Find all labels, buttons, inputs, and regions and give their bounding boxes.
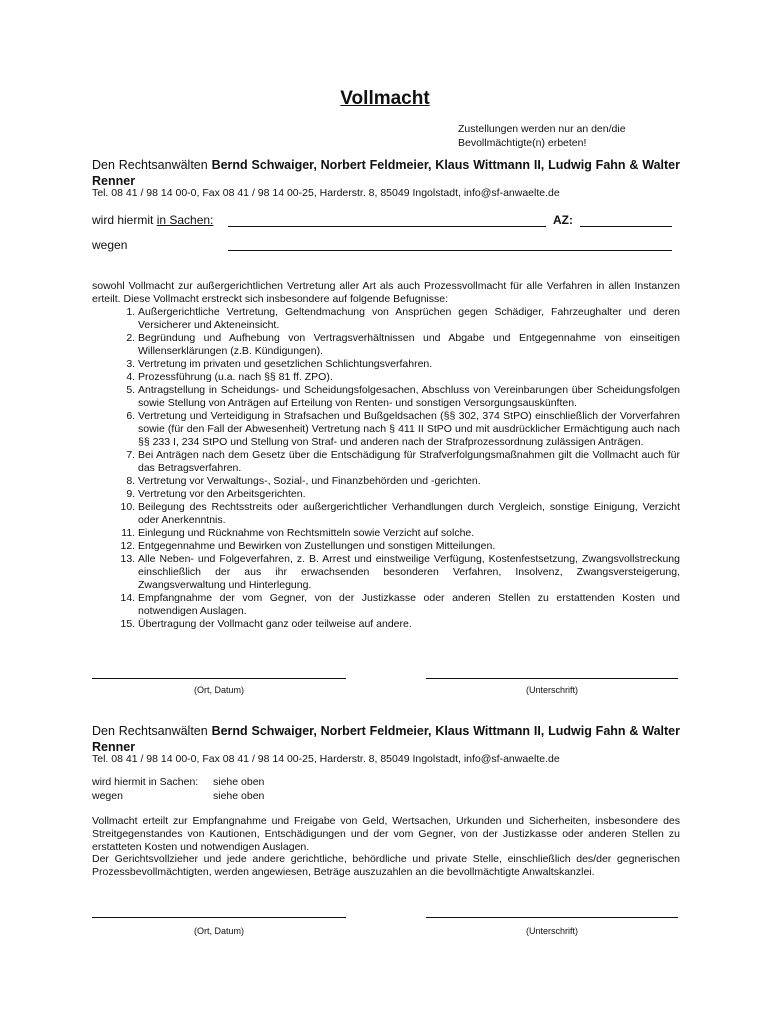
firm-prefix: Den Rechtsanwälten	[92, 724, 208, 738]
matter-input-line[interactable]	[228, 226, 546, 227]
power-item: 1. Außergerichtliche Vertretung, Geltendmachung von Ansprüchen gegen Schädiger, Fahrzeughalter und deren Versicherer und Akteneinsicht.	[138, 306, 680, 332]
power-item: 8. Vertretung vor Verwaltungs-, Sozial-, und Finanzbehörden und -gerichten.	[138, 475, 680, 488]
matter-label-prefix: wird hiermit	[92, 213, 157, 227]
delivery-notice: Zustellungen werden nur an den/die Bevollmächtigte(n) erbeten!	[458, 123, 626, 149]
signature-caption: (Unterschrift)	[525, 685, 578, 695]
firm-prefix: Den Rechtsanwälten	[92, 158, 208, 172]
power-item: 7. Bei Anträgen nach dem Gesetz über die Entschädigung für Strafverfolgungsmaßnahmen gilt die Vollmacht auch für das Betragsverfahren.	[138, 449, 680, 475]
signature-caption-second: (Unterschrift)	[525, 926, 578, 936]
powers-list	[92, 306, 680, 631]
power-item: 6. Vertretung und Verteidigung in Strafsachen und Bußgeldsachen (§§ 302, 374 StPO) einschließlich der Vorverfahren sowie (für den Fall der Abwesenheit) Vertretung nach § 411 II StPO und mit ausdrücklicher Ermächtigung auch nach §§ 233 I, 234 StPO und Stellung von Straf- und anderen nach der Strafprozessordnung zulässigen Anträgen.	[138, 410, 680, 449]
power-item: 3. Vertretung im privaten und gesetzlichen Schlichtungsverfahren.	[138, 358, 680, 371]
power-item: 2. Begründung und Aufhebung von Vertragsverhältnissen und Abgabe und Entgegennahme von einseitigen Willenserklärungen (z.B. Kündigungen).	[138, 332, 680, 358]
firm-contact: Tel. 08 41 / 98 14 00-0, Fax 08 41 / 98 14 00-25, Harderstr. 8, 85049 Ingolstadt, info@sf-anwaelte.de	[92, 187, 560, 199]
place-date-line[interactable]	[92, 678, 346, 679]
az-label: AZ:	[553, 213, 573, 227]
power-item: 12. Entgegennahme und Bewirken von Zustellungen und sonstigen Mitteilungen.	[138, 540, 680, 553]
power-item: 15. Übertragung der Vollmacht ganz oder teilweise auf andere.	[138, 618, 680, 631]
signature-line[interactable]	[426, 678, 678, 679]
az-input-line[interactable]	[580, 226, 672, 227]
firm-header-second	[92, 723, 680, 755]
matter-label	[92, 213, 213, 227]
firm-header	[92, 157, 680, 189]
wegen-input-line[interactable]	[228, 250, 672, 251]
signature-line-second[interactable]	[426, 917, 678, 918]
firm-names: Bernd Schwaiger, Norbert Feldmeier, Klaus Wittmann II, Ludwig Fahn & Walter Renner	[92, 158, 680, 188]
power-item: 13. Alle Neben- und Folgeverfahren, z. B. Arrest und einstweilige Verfügung, Kostenfestsetzung, Zwangsvollstreckung einschließlich der aus ihr erwachsenden besonderen Verfahren, Insolvenz, Zwangsversteigerung, Zwangsverwaltung und Hinterlegung.	[138, 553, 680, 592]
payment-instruction-paragraph: Der Gerichtsvollzieher und jede andere gerichtliche, behördliche und private Stelle, einschließlich des/der gegnerischen Prozessbevollmächtigten, werden angewiesen, Beträge auszuzahlen an die bevollmächtigte Anwaltskanzlei.	[92, 853, 680, 878]
power-item: 14. Empfangnahme der vom Gegner, von der Justizkasse oder anderen Stellen zu erstattenden Kosten und notwendigen Auslagen.	[138, 592, 680, 618]
power-item: 11. Einlegung und Rücknahme von Rechtsmitteln sowie Verzicht auf solche.	[138, 527, 680, 540]
power-item: 4. Prozessführung (u.a. nach §§ 81 ff. ZPO).	[138, 371, 680, 384]
document-title: Vollmacht	[340, 88, 430, 109]
second-wegen-label: wegen	[92, 790, 123, 802]
firm-names: Bernd Schwaiger, Norbert Feldmeier, Klaus Wittmann II, Ludwig Fahn & Walter Renner	[92, 724, 680, 754]
matter-label-underlined: in Sachen:	[156, 213, 214, 227]
firm-contact-second: Tel. 08 41 / 98 14 00-0, Fax 08 41 / 98 14 00-25, Harderstr. 8, 85049 Ingolstadt, info@sf-anwaelte.de	[92, 753, 560, 765]
place-date-caption-second: (Ort, Datum)	[193, 926, 244, 936]
intro-paragraph: sowohl Vollmacht zur außergerichtlichen Vertretung aller Art als auch Prozessvollmacht für alle Verfahren in allen Instanzen erteilt. Diese Vollmacht erstreckt sich insbesondere auf folgende Befugnisse:	[92, 280, 680, 305]
power-item: 9. Vertretung vor den Arbeitsgerichten.	[138, 488, 680, 501]
wegen-label: wegen	[92, 238, 128, 252]
second-matter-label: wird hiermit in Sachen:	[92, 776, 199, 788]
second-matter-value: siehe oben	[213, 776, 265, 788]
power-item: 5. Antragstellung in Scheidungs- und Scheidungsfolgesachen, Abschluss von Vereinbarungen über Scheidungsfolgen sowie Stellung von Anträgen auf Erteilung von Renten- und sonstigen Versorgungsauskünften.	[138, 384, 680, 410]
place-date-line-second[interactable]	[92, 917, 346, 918]
second-wegen-value: siehe oben	[213, 790, 265, 802]
place-date-caption: (Ort, Datum)	[193, 685, 244, 695]
money-authorization-paragraph: Vollmacht erteilt zur Empfangnahme und Freigabe von Geld, Wertsachen, Urkunden und Sicherheiten, insbesondere des Streitgegenstandes von Kautionen, Entschädigungen und der vom Gegner, von der Justizkasse oder anderen Stellen zu erstatteten Kosten und notwendigen Auslagen.	[92, 815, 680, 853]
power-item: 10. Beilegung des Rechtsstreits oder außergerichtlicher Verhandlungen durch Vergleich, sonstige Einigung, Verzicht oder Anerkenntnis.	[138, 501, 680, 527]
